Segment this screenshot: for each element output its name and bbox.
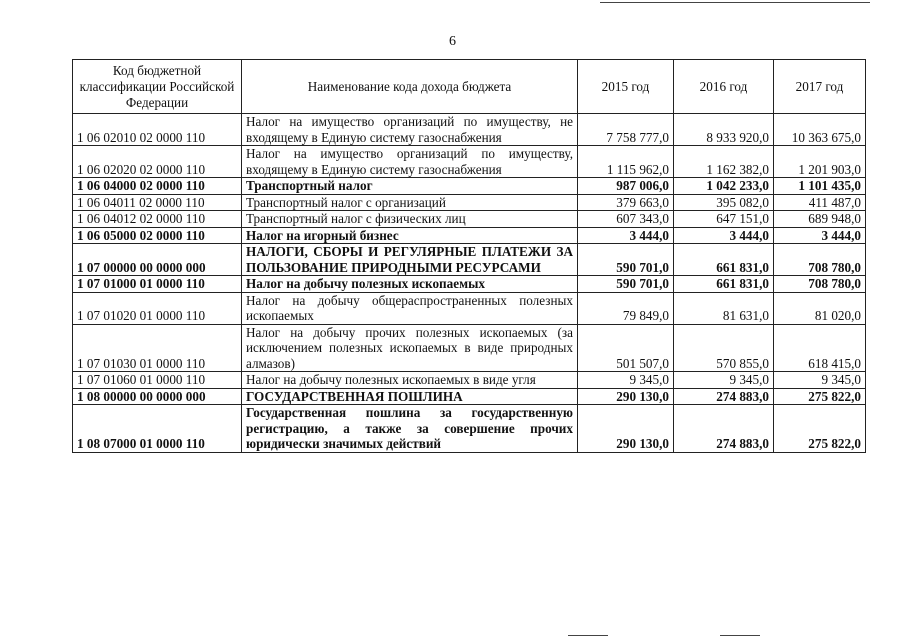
cell-2016: 9 345,0 [674, 372, 774, 389]
table-row [73, 244, 866, 276]
table-row [73, 178, 866, 195]
cell-code: 1 08 00000 00 0000 000 [73, 388, 242, 405]
cell-name: ГОСУДАРСТВЕННАЯ ПОШЛИНА [242, 388, 578, 405]
cell-code: 1 06 02010 02 0000 110 [73, 114, 242, 146]
cell-2015: 379 663,0 [578, 194, 674, 211]
cell-2016: 274 883,0 [674, 405, 774, 453]
cell-2015: 987 006,0 [578, 178, 674, 195]
cell-2015: 3 444,0 [578, 227, 674, 244]
cell-2016: 661 831,0 [674, 244, 774, 276]
cell-code: 1 07 00000 00 0000 000 [73, 244, 242, 276]
table-row [73, 276, 866, 293]
cell-2015: 501 507,0 [578, 324, 674, 372]
cell-2015: 7 758 777,0 [578, 114, 674, 146]
header-name: Наименование кода дохода бюджета [242, 60, 578, 114]
table-body [73, 114, 866, 453]
cell-name: Налог на имущество организаций по имуществу, входящему в Единую систему газоснабжения [242, 146, 578, 178]
table-row [73, 324, 866, 372]
cell-name: Налог на имущество организаций по имуществу, не входящему в Единую систему газоснабжения [242, 114, 578, 146]
cell-2017: 10 363 675,0 [774, 114, 866, 146]
cell-2017: 411 487,0 [774, 194, 866, 211]
table-row [73, 292, 866, 324]
cell-2017: 3 444,0 [774, 227, 866, 244]
header-2017: 2017 год [774, 60, 866, 114]
cell-code: 1 06 02020 02 0000 110 [73, 146, 242, 178]
cell-2016: 1 162 382,0 [674, 146, 774, 178]
table-row [73, 146, 866, 178]
table-row [73, 114, 866, 146]
cell-code: 1 06 04011 02 0000 110 [73, 194, 242, 211]
cell-2017: 275 822,0 [774, 405, 866, 453]
cell-2017: 1 201 903,0 [774, 146, 866, 178]
table-row [73, 194, 866, 211]
header-2015: 2015 год [578, 60, 674, 114]
cell-2017: 708 780,0 [774, 276, 866, 293]
cell-code: 1 06 04000 02 0000 110 [73, 178, 242, 195]
cell-name: Транспортный налог с организаций [242, 194, 578, 211]
table-row [73, 405, 866, 453]
cell-name: Налог на добычу полезных ископаемых в виде угля [242, 372, 578, 389]
cell-2016: 647 151,0 [674, 211, 774, 228]
cell-2017: 618 415,0 [774, 324, 866, 372]
header-2016: 2016 год [674, 60, 774, 114]
cell-name: Транспортный налог [242, 178, 578, 195]
cell-2016: 274 883,0 [674, 388, 774, 405]
cell-name: Государственная пошлина за государственную регистрацию, а также за совершение прочих юридически значимых действий [242, 405, 578, 453]
cell-name: Налог на игорный бизнес [242, 227, 578, 244]
table-header-row [73, 60, 866, 114]
cell-2016: 81 631,0 [674, 292, 774, 324]
cell-2016: 1 042 233,0 [674, 178, 774, 195]
cell-name: НАЛОГИ, СБОРЫ И РЕГУЛЯРНЫЕ ПЛАТЕЖИ ЗА ПОЛЬЗОВАНИЕ ПРИРОДНЫМИ РЕСУРСАМИ [242, 244, 578, 276]
cell-2017: 81 020,0 [774, 292, 866, 324]
cell-2016: 570 855,0 [674, 324, 774, 372]
cell-2016: 661 831,0 [674, 276, 774, 293]
cell-2017: 9 345,0 [774, 372, 866, 389]
cell-2015: 590 701,0 [578, 276, 674, 293]
cell-code: 1 07 01020 01 0000 110 [73, 292, 242, 324]
cell-2016: 3 444,0 [674, 227, 774, 244]
table-row [73, 211, 866, 228]
cell-2017: 275 822,0 [774, 388, 866, 405]
cell-code: 1 07 01030 01 0000 110 [73, 324, 242, 372]
cell-code: 1 07 01060 01 0000 110 [73, 372, 242, 389]
cell-2015: 590 701,0 [578, 244, 674, 276]
cell-2015: 290 130,0 [578, 405, 674, 453]
scan-edge-mark [720, 635, 760, 636]
cell-2017: 708 780,0 [774, 244, 866, 276]
cell-name: Транспортный налог с физических лиц [242, 211, 578, 228]
cell-2015: 1 115 962,0 [578, 146, 674, 178]
cell-code: 1 07 01000 01 0000 110 [73, 276, 242, 293]
cell-2017: 689 948,0 [774, 211, 866, 228]
cell-name: Налог на добычу полезных ископаемых [242, 276, 578, 293]
page-number: 6 [449, 34, 456, 49]
cell-code: 1 06 04012 02 0000 110 [73, 211, 242, 228]
header-code: Код бюджетной классификации Российской Федерации [73, 60, 242, 114]
cell-2016: 8 933 920,0 [674, 114, 774, 146]
budget-revenue-table [72, 59, 866, 453]
scan-edge-mark [600, 2, 870, 3]
cell-name: Налог на добычу прочих полезных ископаемых (за исключением полезных ископаемых в виде природных алмазов) [242, 324, 578, 372]
cell-2016: 395 082,0 [674, 194, 774, 211]
table-row [73, 372, 866, 389]
cell-code: 1 06 05000 02 0000 110 [73, 227, 242, 244]
scan-edge-mark [568, 635, 608, 636]
cell-2015: 607 343,0 [578, 211, 674, 228]
cell-2017: 1 101 435,0 [774, 178, 866, 195]
cell-2015: 9 345,0 [578, 372, 674, 389]
cell-2015: 290 130,0 [578, 388, 674, 405]
cell-name: Налог на добычу общераспространенных полезных ископаемых [242, 292, 578, 324]
table-row [73, 227, 866, 244]
table-row [73, 388, 866, 405]
cell-code: 1 08 07000 01 0000 110 [73, 405, 242, 453]
cell-2015: 79 849,0 [578, 292, 674, 324]
